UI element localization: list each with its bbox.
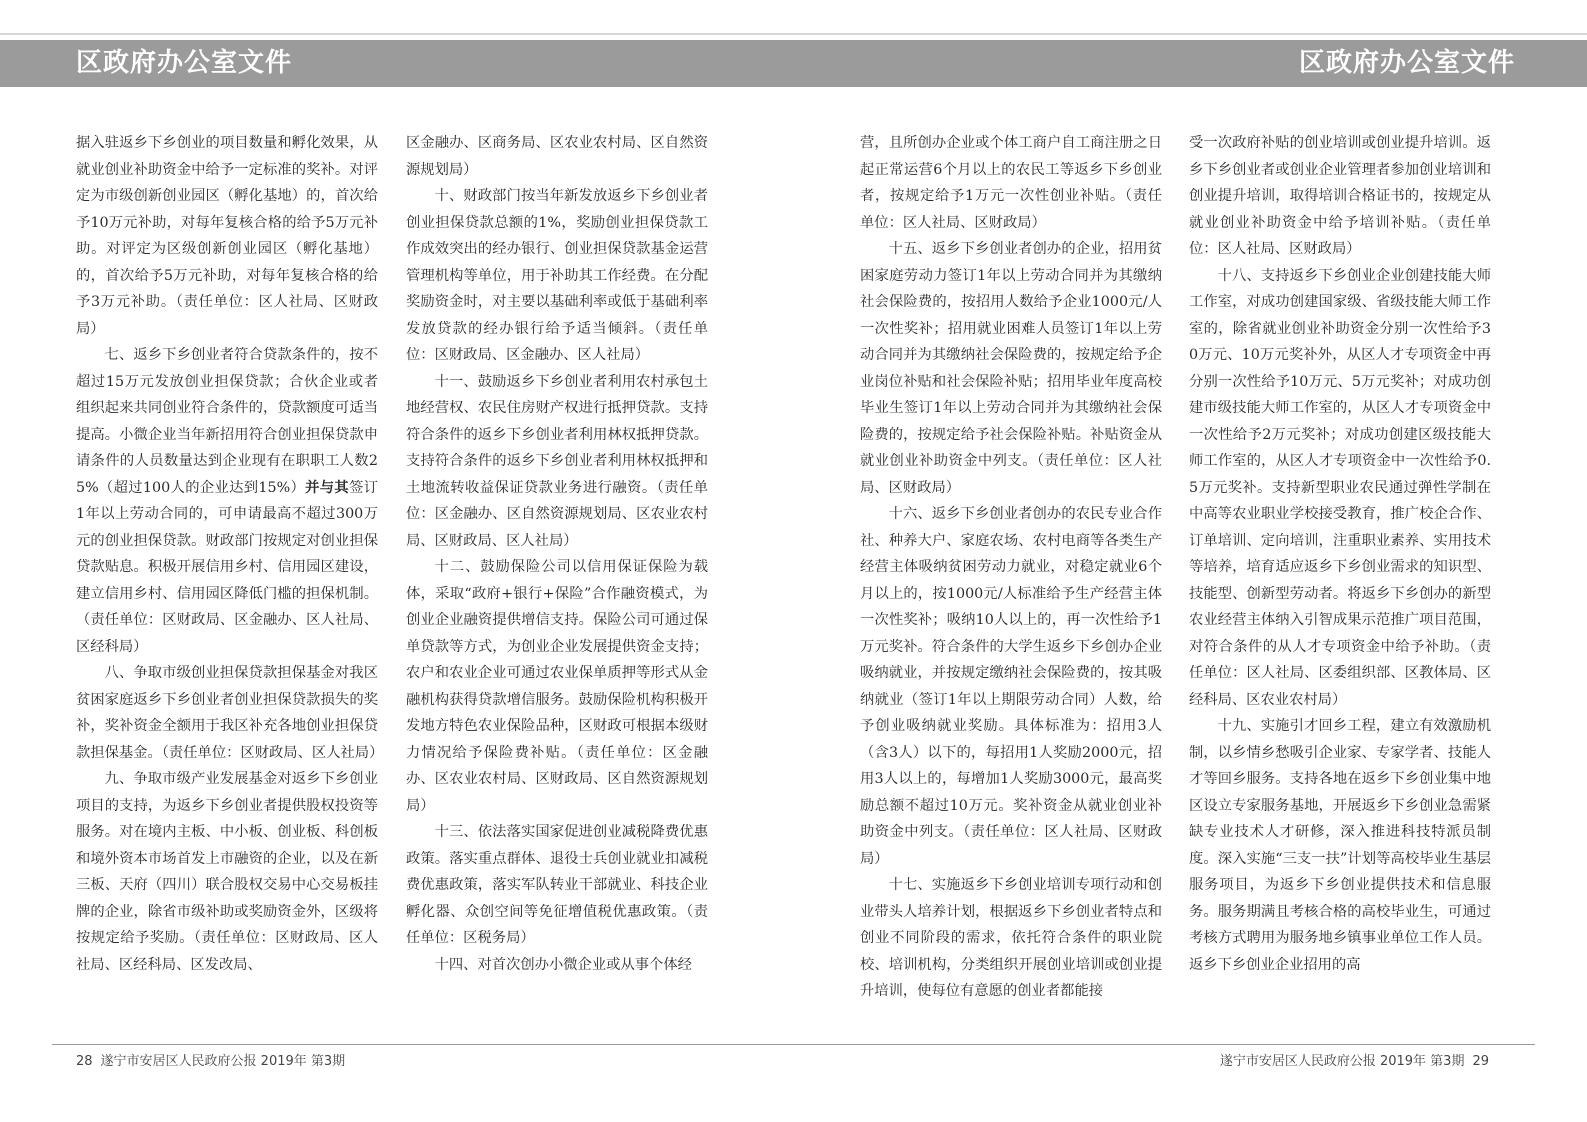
page-number-right: 29 — [1472, 1054, 1489, 1069]
paragraph — [1189, 130, 1491, 263]
paragraph-text: 十八、支持返乡下乡创业企业创建技能大师工作室，对成功创建国家级、省级技能大师工作室的，除省就业创业补助资金分别一次性给予30万元、10万元奖补外，从区人才专项资金中再分别一次性给予10万元、5万元奖补；对成功创建市级技能大师工作室的，从区人才专项资金中一次性给予2万元奖补；对成功创建区级技能大师工作室的，从区人才专项资金中一次性给予0.5万元奖补。支持新型职业农民通过弹性学制在中高等农业职业学校接受教育，推广校企合作、订单培训、定向培训，注重职业素养、实用技术等培养，培育适应返乡下乡创业需求的知识型、技能型、创新型劳动者。将返乡下乡创办的新型农业经营主体纳入引智成果示范推广项目范围，对符合条件的从人才专项资金中给予补助。（责任单位：区人社局、区委组织部、区教体局、区经科局、区农业农村局） — [1189, 267, 1491, 708]
paragraph — [76, 660, 384, 766]
paragraph-text: 十三、依法落实国家促进创业减税降费优惠政策。落实重点群体、退役士兵创业就业扣减税费优惠政策，落实军队转业干部就业、科技企业孵化器、众创空间等免征增值税优惠政策。（责任单位：区税务局） — [406, 824, 708, 946]
column-4 — [1189, 130, 1491, 978]
header-title-right: 区政府办公室文件 — [1298, 48, 1515, 78]
paragraph — [860, 130, 1162, 236]
paragraph — [860, 236, 1162, 501]
paragraph — [406, 819, 708, 952]
paragraph-text: 十六、返乡下乡创业者创办的农民专业合作社、种养大户、家庭农场、农村电商等各类生产经营主体吸纳贫困劳动力就业，对稳定就业6个月以上的，按1000元/人标准给予生产经营主体一次性奖补；吸纳10人以上的，再一次性给予1万元奖补。符合条件的大学生返乡下乡创办企业吸纳就业，并按规定缴纳社会保险费的，按其吸纳就业（签订1年以上期限劳动合同）人数，给予创业吸纳就业奖励。具体标准为：招用3人（含3人）以下的，每招用1人奖励2000元，招用3人以上的，每增加1人奖励3000元，最高奖励总额不超过10万元。奖补资金从就业创业补助资金中列支。（责任单位：区人社局、区财政局） — [860, 506, 1162, 867]
page-number-left: 28 — [76, 1054, 93, 1069]
paragraph-text: 营，且所创办企业或个体工商户自工商注册之日起正常运营6个月以上的农民工等返乡下乡创业者，按规定给予1万元一次性创业补贴。（责任单位：区人社局、区财政局） — [860, 135, 1162, 231]
paragraph — [1189, 263, 1491, 714]
header-band — [0, 40, 1587, 87]
paragraph — [406, 554, 708, 819]
paragraph-text: 九、争取市级产业发展基金对返乡下乡创业项目的支持，为返乡下乡创业者提供股权投资等服务。对在境内主板、中小板、创业板、科创板和境外资本市场首发上市融资的企业，以及在新三板、天府（四川）联合股权交易中心交易板挂牌的企业，除省市级补助或奖励资金外，区级将按规定给予奖励。（责任单位：区财政局、区人社局、区经科局、区发改局、 — [76, 771, 378, 973]
paragraph-text: 受一次政府补贴的创业培训或创业提升培训。返乡下乡创业者或创业企业管理者参加创业培训和创业提升培训，取得培训合格证书的，按规定从就业创业补助资金中给予培训补贴。（责任单位：区人社局、区财政局） — [1189, 135, 1491, 257]
column-3 — [860, 130, 1162, 1005]
paragraph — [860, 501, 1162, 872]
paragraph — [406, 183, 708, 369]
paragraph-text-continued: 签订1年以上劳动合同的，可申请最高不超过300万元的创业担保贷款。财政部门按规定对创业担保贷款贴息。积极开展信用乡村、信用园区建设，建立信用乡村、信用园区降低门槛的担保机制。（责任单位：区财政局、区金融办、区人社局、区经科局） — [76, 479, 379, 655]
paragraph-text: 十一、鼓励返乡下乡创业者利用农村承包土地经营权、农民住房财产权进行抵押贷款。支持符合条件的返乡下乡创业者利用林权抵押贷款。支持符合条件的返乡下乡创业者利用林权抵押和土地流转收益保证贷款业务进行融资。（责任单位：区金融办、区自然资源规划局、区农业农村局、区财政局、区人社局） — [406, 373, 708, 549]
column-2 — [406, 130, 708, 978]
top-rule — [0, 33, 1587, 35]
footer-rule — [52, 1044, 1535, 1045]
paragraph — [76, 766, 378, 978]
paragraph — [406, 369, 708, 555]
paragraph-text: 区金融办、区商务局、区农业农村局、区自然资源规划局） — [406, 135, 708, 178]
paragraph-text: 十七、实施返乡下乡创业培训专项行动和创业带头人培养计划，根据返乡下乡创业者特点和创业不同阶段的需求，依托符合条件的职业院校、培训机构，分类组织开展创业培训或创业提升培训，使每位有意愿的创业者都能接 — [860, 877, 1162, 999]
paragraph — [76, 130, 378, 342]
paragraph-text: 十四、对首次创办小微企业或从事个体经 — [434, 956, 692, 973]
paragraph-bold-text: 并与其 — [305, 479, 350, 496]
paragraph-text: 七、返乡下乡创业者符合贷款条件的，按不超过15万元发放创业担保贷款；合伙企业或者组织起来共同创业符合条件的，贷款额度可适当提高。小微企业当年新招用符合创业担保贷款申请条件的人员数量达到企业现有在职职工人数25%（超过100人的企业达到15%） — [76, 347, 378, 496]
paragraph-text: 十五、返乡下乡创业者创办的企业，招用贫困家庭劳动力签订1年以上劳动合同并为其缴纳社会保险费的，按招用人数给予企业1000元/人一次性奖补；招用就业困难人员签订1年以上劳动合同并为其缴纳社会保险费的，按规定给予企业岗位补贴和社会保险补贴；招用毕业年度高校毕业生签订1年以上劳动合同并为其缴纳社会保险费的，按规定给予社会保险补贴。补贴资金从就业创业补助资金中列支。（责任单位：区人社局、区财政局） — [860, 241, 1162, 496]
paragraph — [1189, 713, 1491, 978]
paragraph-text: 十二、鼓励保险公司以信用保证保险为载体，采取“政府+银行+保险”合作融资模式，为创业企业融资提供增信支持。保险公司可通过保单贷款等方式，为创业企业发展提供资金支持；农户和农业企业可通过农业保单质押等形式从金融机构获得贷款增信服务。鼓励保险机构积极开发地方特色农业保险品种，区财政可根据本级财力情况给予保险费补贴。（责任单位：区金融办、区农业农村局、区财政局、区自然资源规划局） — [406, 559, 708, 814]
footer-publication-right: 遂宁市安居区人民政府公报 2019年 第3期 — [1219, 1054, 1465, 1069]
paragraph — [406, 130, 708, 183]
paragraph-text: 八、争取市级创业担保贷款担保基金对我区贫困家庭返乡下乡创业者创业担保贷款损失的奖补，奖补资金全额用于我区补充各地创业担保贷款担保基金。（责任单位：区财政局、区人社局） — [76, 665, 384, 761]
footer-right — [1220, 1050, 1497, 1069]
paragraph — [860, 872, 1162, 1005]
header-title-left: 区政府办公室文件 — [76, 48, 293, 78]
paragraph-text: 据入驻返乡下乡创业的项目数量和孵化效果，从就业创业补助资金中给予一定标准的奖补。对评定为市级创新创业园区（孵化基地）的，首次给予10万元补助，对每年复核合格的给予5万元补助。对评定为区级创新创业园区（孵化基地）的，首次给予5万元补助，对每年复核合格的给予3万元补助。（责任单位：区人社局、区财政局） — [76, 135, 378, 337]
column-1 — [76, 130, 384, 978]
paragraph-text: 十九、实施引才回乡工程，建立有效激励机制，以乡情乡愁吸引企业家、专家学者、技能人才等回乡服务。支持各地在返乡下乡创业集中地区设立专家服务基地，开展返乡下乡创业急需紧缺专业技术人才研修，深入推进科技特派员制度。深入实施“三支一扶”计划等高校毕业生基层服务项目，为返乡下乡创业提供技术和信息服务。服务期满且考核合格的高校毕业生，可通过考核方式聘用为服务地乡镇事业单位工作人员。返乡下乡创业企业招用的高 — [1189, 718, 1491, 973]
paragraph-text: 十、财政部门按当年新发放返乡下乡创业者创业担保贷款总额的1%，奖励创业担保贷款工作成效突出的经办银行、创业担保贷款基金运营管理机构等单位，用于补助其工作经费。在分配奖励资金时，对主要以基础利率或低于基础利率发放贷款的经办银行给予适当倾斜。（责任单位：区财政局、区金融办、区人社局） — [406, 188, 708, 363]
paragraph — [406, 952, 708, 979]
footer-publication-left: 遂宁市安居区人民政府公报 2019年 第3期 — [100, 1054, 346, 1069]
paragraph — [76, 342, 378, 660]
footer-left — [76, 1050, 345, 1069]
